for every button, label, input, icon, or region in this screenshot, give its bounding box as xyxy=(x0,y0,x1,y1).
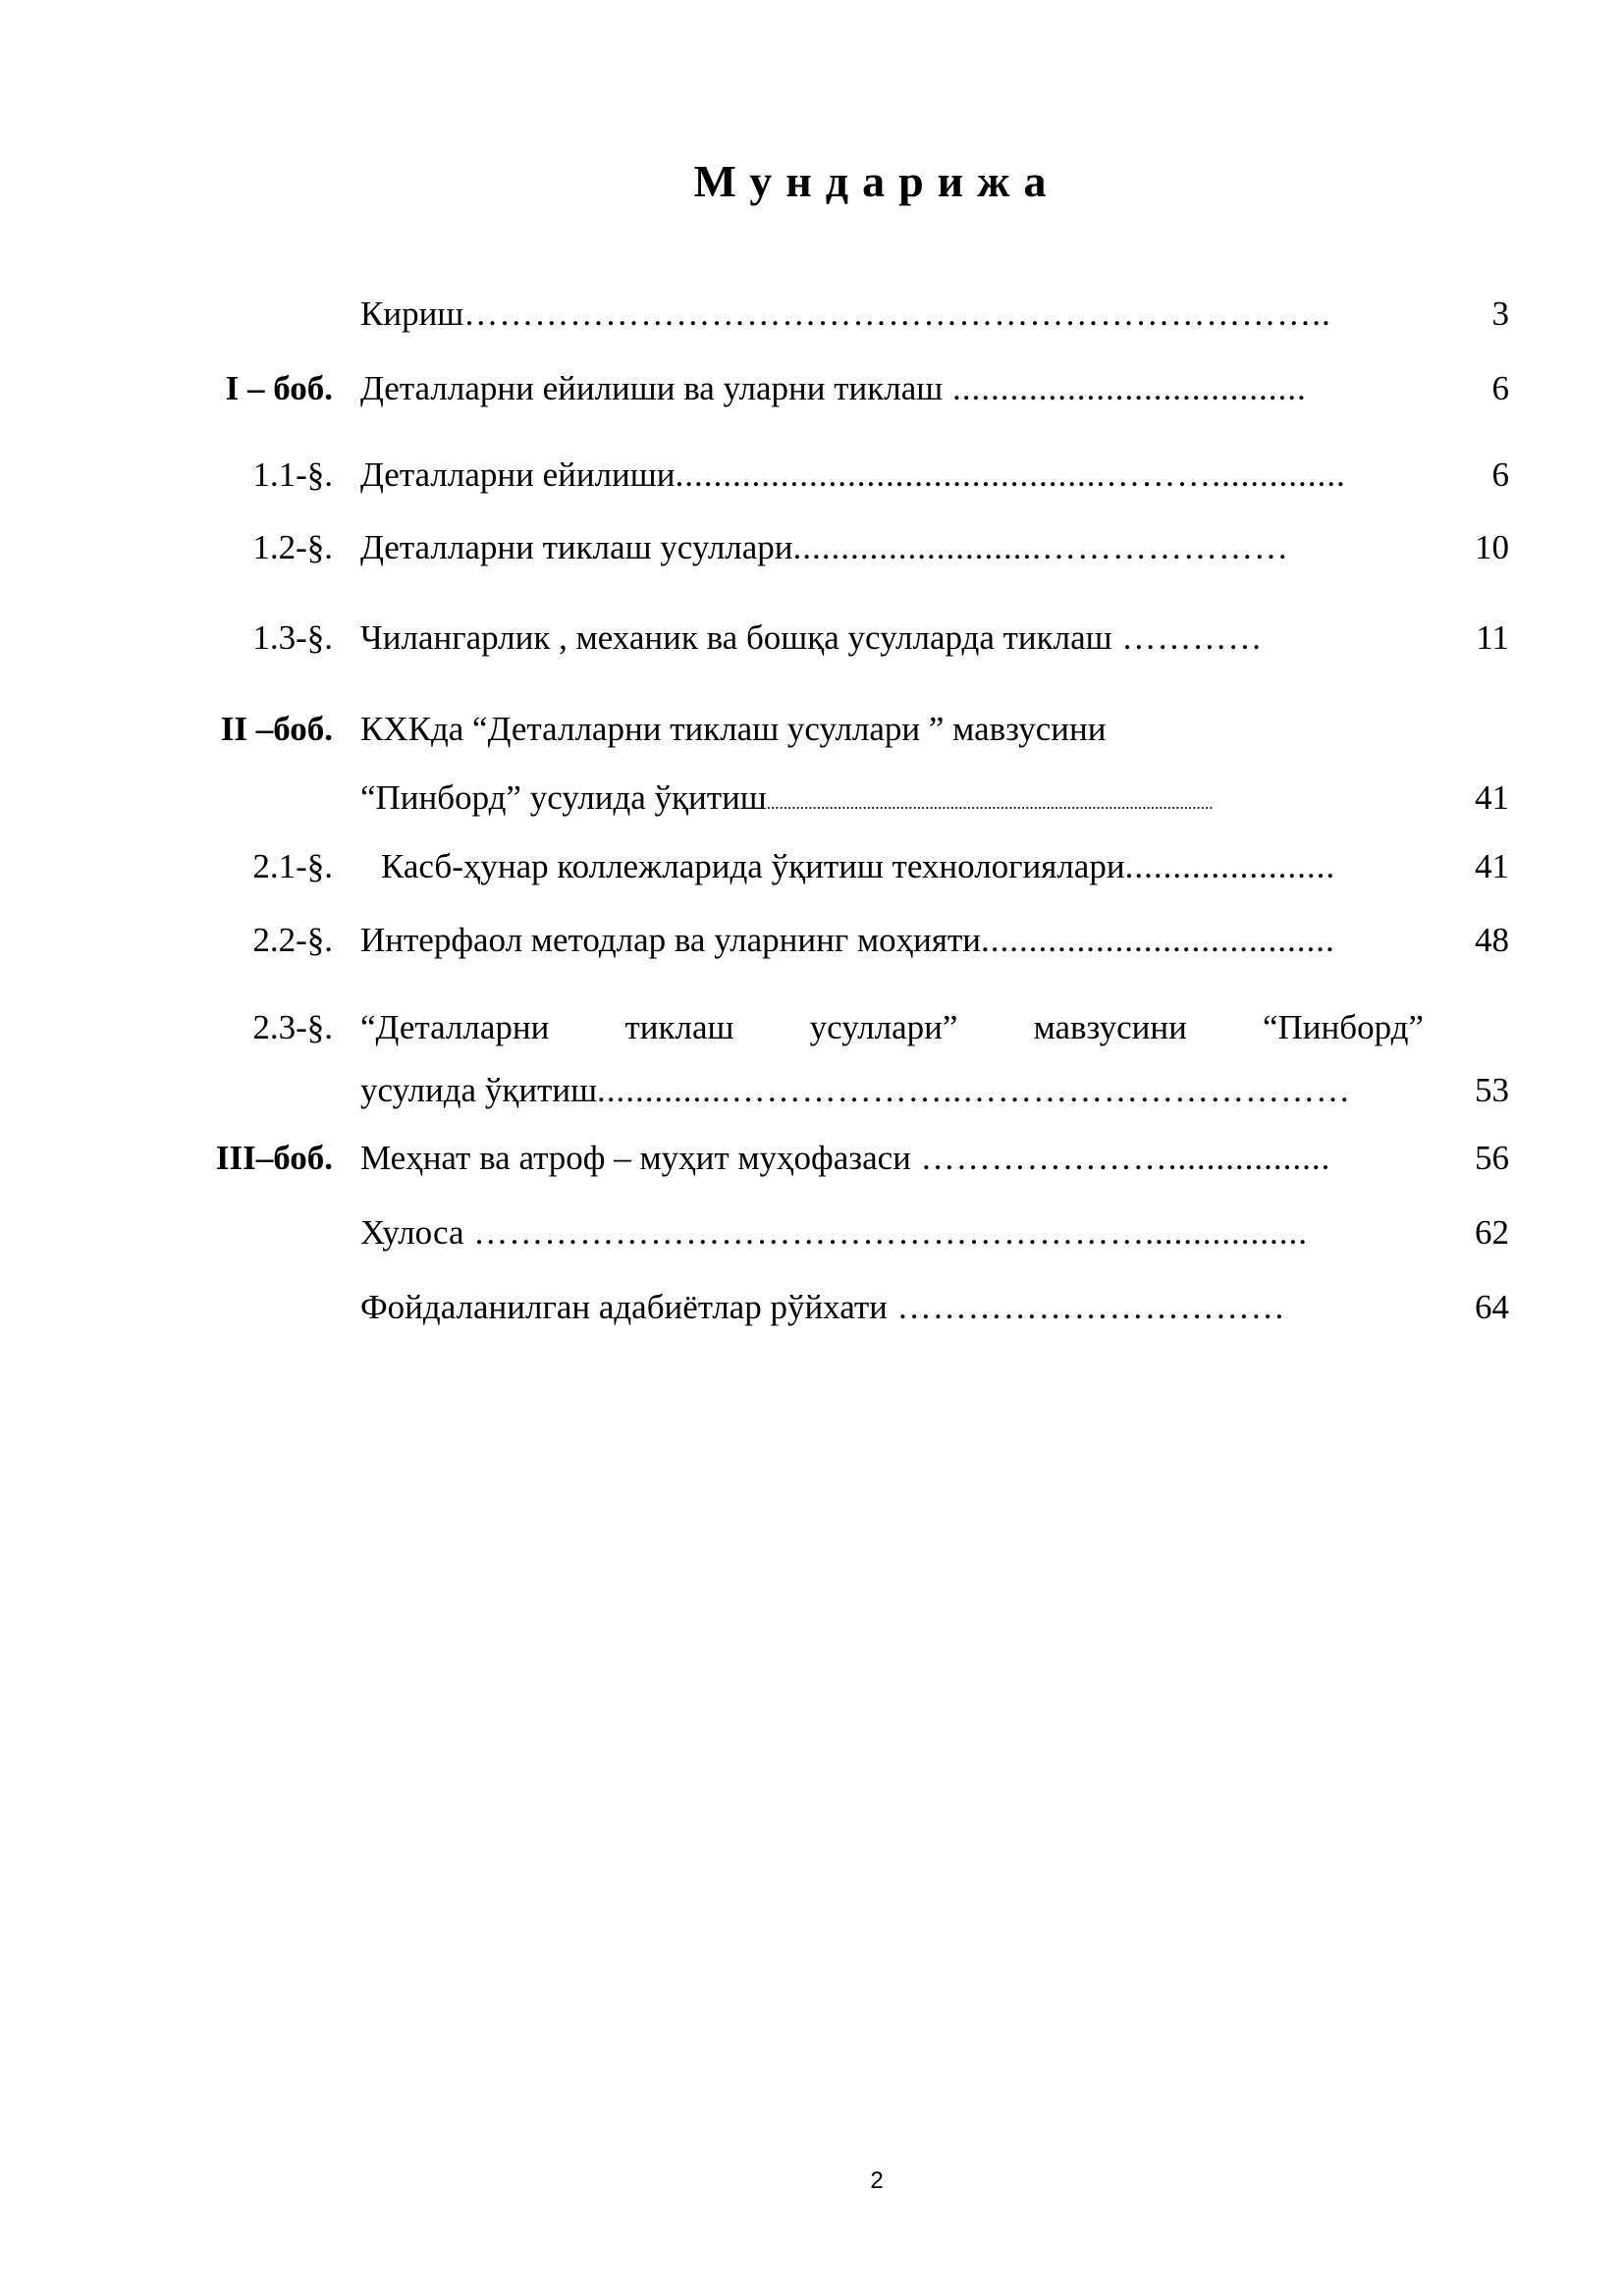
toc-entry-text: Чилангарлик , механик ва бошқа усулларда тиклаш ………… xyxy=(360,618,1264,657)
toc-entry-section-1-2[interactable] xyxy=(0,523,1624,572)
dot-leader: ..................................... xyxy=(980,921,1335,959)
dot-leader: ........................................................................................................... xyxy=(766,794,1214,813)
dot-leader: ..........................………………… xyxy=(792,528,1290,566)
toc-word: “Деталларни xyxy=(360,1008,550,1046)
toc-chapter-label: II –боб. xyxy=(220,710,333,748)
toc-section-label: 1.1-§. xyxy=(252,455,333,494)
page-title: Мундарижа xyxy=(693,156,1060,206)
toc-word: усуллари” xyxy=(809,1008,958,1046)
dot-leader: …………………………… xyxy=(887,1288,1286,1326)
toc-word: мавзусини xyxy=(1033,1008,1187,1046)
toc-section-label: 2.2-§. xyxy=(252,921,333,959)
toc-entry-text: Фойдаланилган адабиётлар рўйхати …………………………… xyxy=(360,1288,1286,1326)
toc-entry-chapter-2[interactable] xyxy=(0,705,1624,754)
toc-word: “Пинборд” xyxy=(1263,1008,1424,1046)
dot-leader: ...................... xyxy=(1124,847,1336,885)
toc-entry-text: “Пинборд” усулида ўқитиш........................................................................................................... xyxy=(360,778,1214,817)
dot-leader: ………… xyxy=(1111,618,1264,657)
toc-entry-section-2-3[interactable] xyxy=(0,1003,1624,1052)
toc-entry-section-1-1[interactable] xyxy=(0,451,1624,500)
toc-page-number: 3 xyxy=(1491,294,1509,333)
dot-leader: ..................................... xyxy=(943,369,1307,407)
toc-entry-text: Хулоса …………………………………………………................. xyxy=(360,1213,1308,1252)
toc-entry-conclusion[interactable] xyxy=(0,1208,1624,1257)
toc-entry-section-2-1[interactable] xyxy=(0,842,1624,891)
toc-entry-section-2-2[interactable] xyxy=(0,916,1624,965)
toc-entry-text: Деталларни тиклаш усуллари..........................………………… xyxy=(360,528,1290,566)
footer-page-number: 2 xyxy=(870,2167,884,2194)
dot-leader: …………………………………………………................. xyxy=(463,1213,1308,1252)
toc-page-number: 41 xyxy=(1475,847,1509,885)
toc-entry-chapter-1[interactable] xyxy=(0,364,1624,413)
toc-page-number: 10 xyxy=(1475,528,1509,566)
toc-entry-text: Деталларни ейилиши.............................................……….............. xyxy=(360,455,1346,494)
toc-section-label: 1.2-§. xyxy=(252,528,333,566)
toc-entry-section-1-3[interactable] xyxy=(0,614,1624,663)
toc-entry-text: Интерфаол методлар ва уларнинг моҳияти..................................... xyxy=(360,921,1335,959)
toc-section-label: 2.3-§. xyxy=(252,1008,333,1046)
toc-section-label: 2.1-§. xyxy=(252,847,333,885)
toc-page-number: 56 xyxy=(1475,1139,1509,1177)
toc-page-number: 11 xyxy=(1476,618,1509,657)
toc-entry-text: Касб-ҳунар коллежларида ўқитиш технологиялари...................... xyxy=(381,847,1336,885)
toc-page-number: 64 xyxy=(1475,1288,1509,1326)
toc-entry-references[interactable] xyxy=(0,1283,1624,1332)
toc-entry-text: усулида ўқитиш..............………………..…………………………… xyxy=(360,1071,1352,1109)
toc-word: тиклаш xyxy=(624,1008,734,1046)
toc-entry-text: Кириш……………………………………………………………….. xyxy=(360,294,1331,333)
toc-page-number: 6 xyxy=(1491,455,1509,494)
toc-page-number: 62 xyxy=(1475,1213,1509,1252)
dot-leader: ..............………………..…………………………… xyxy=(597,1071,1352,1109)
toc-entry-section-2-3-continued[interactable] xyxy=(0,1066,1624,1115)
toc-chapter-label: III–боб. xyxy=(215,1139,333,1177)
toc-entry-text xyxy=(360,1003,1424,1052)
toc-entry-chapter-2-continued[interactable] xyxy=(0,774,1624,823)
toc-entry-text: КХКда “Деталларни тиклаш усуллари ” мавзусини xyxy=(360,710,1107,748)
toc-entry-text: Меҳнат ва атроф – муҳит муҳофазаси …………………................. xyxy=(360,1139,1331,1177)
toc-entry-introduction[interactable] xyxy=(0,290,1624,339)
toc-entry-text: Деталларни ейилиши ва уларни тиклаш ..................................... xyxy=(360,369,1307,407)
toc-page-number: 41 xyxy=(1475,778,1509,817)
dot-leader: .............................................……….............. xyxy=(675,455,1346,494)
toc-page-number: 6 xyxy=(1491,369,1509,407)
dot-leader: …………………................. xyxy=(910,1139,1331,1177)
toc-chapter-label: I – боб. xyxy=(225,369,333,407)
dot-leader: ……………………………………………………………….. xyxy=(463,294,1331,333)
toc-page-number: 48 xyxy=(1475,921,1509,959)
toc-page-number: 53 xyxy=(1475,1071,1509,1109)
toc-section-label: 1.3-§. xyxy=(252,618,333,657)
toc-entry-chapter-3[interactable] xyxy=(0,1134,1624,1183)
